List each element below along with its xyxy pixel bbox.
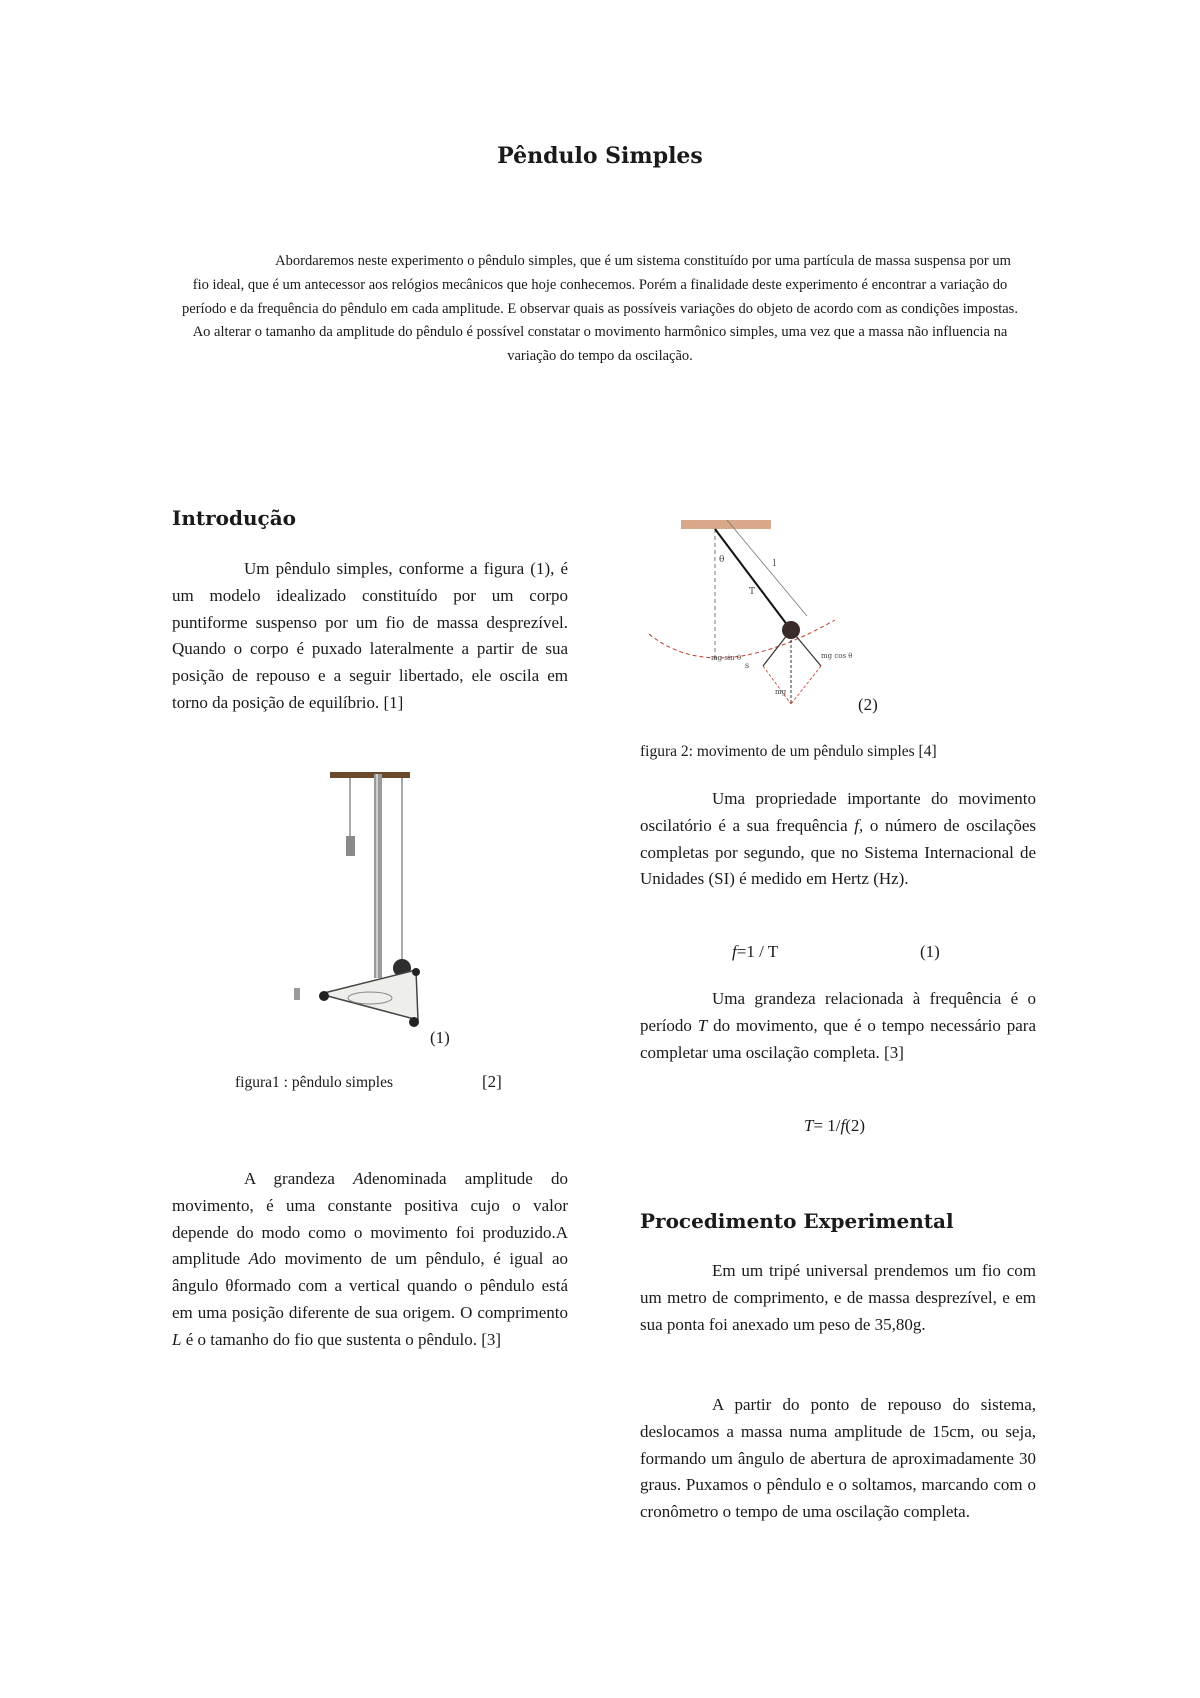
intro-paragraph-2	[172, 1166, 568, 1354]
intro-paragraph-1	[172, 556, 568, 717]
mg-sin-label: mg sin θ	[711, 654, 742, 662]
period-symbol: T	[697, 1015, 708, 1035]
length-symbol: L	[172, 1329, 182, 1349]
frequency-paragraph	[640, 786, 1036, 893]
mg-cos-label: mg cos θ	[821, 652, 853, 660]
freq-text-b: o número de oscilações completas por segundo, que no Sistema Internacional de Unidades (SI) é medido em Hertz (Hz).	[640, 815, 1036, 889]
freq-text-a: Uma propriedade importante do movimento oscilatório é a sua frequência	[640, 789, 1036, 835]
mg-label: mg	[775, 688, 787, 696]
figure-1-number: (1)	[430, 1028, 450, 1047]
procedure-p1-text: Em um tripé universal prendemos um fio com um metro de comprimento, e de massa desprezível, e em sua ponta foi anexado um peso de 35,80g.	[640, 1261, 1036, 1334]
figure-1-pendulum-apparatus	[290, 770, 430, 1050]
eq2-number: (2)	[845, 1116, 866, 1135]
left-weight	[346, 836, 355, 856]
equation-1-number: (1)	[920, 942, 940, 961]
figure-1-reference: [2]	[482, 1072, 502, 1091]
page-title: Pêndulo Simples	[497, 143, 703, 169]
tangent-vector	[763, 630, 791, 666]
tension-label: T	[749, 587, 756, 597]
figure-2-caption: figura 2: movimento de um pêndulo simples [4]	[640, 743, 937, 760]
foot-right	[412, 968, 420, 976]
swing-arc	[649, 620, 835, 658]
component-guide-2	[791, 666, 821, 704]
normal-vector	[791, 630, 821, 666]
intro-p1-text: Um pêndulo simples, conforme a figura (1), é um modelo idealizado constituído por um corpo puntiforme suspenso por um fio de massa desprezível. Quando o corpo é puxado lateralmente a partir de sua posição de repouso e a seguir libertado, ele oscila em torno da posição de equilíbrio. [1]	[172, 559, 568, 712]
length-label: l	[773, 559, 776, 569]
procedure-p2-text: A partir do ponto de repouso do sistema, deslocamos a massa numa amplitude de 15cm, ou seja, formando um ângulo de abertura de aproximadamente 30 graus. Puxamos o pêndulo e o soltamos, marcando com o cronômetro o tempo de uma oscilação completa.	[640, 1395, 1036, 1522]
p2-text-c: do movimento de um pêndulo, é igual ao ângulo θformado com a vertical quando o pêndulo está em uma posição diferente de sua origem. O comprimento	[172, 1249, 569, 1322]
period-text-b: do movimento, que é o tempo necessário para completar uma oscilação completa. [3]	[640, 1015, 1036, 1062]
pendulum-string	[715, 529, 791, 630]
p2-text-d: é o tamanho do fio que sustenta o pêndulo. [3]	[181, 1329, 502, 1349]
theta-label: θ	[719, 555, 725, 565]
eq2-T: T	[804, 1116, 814, 1135]
amplitude-symbol: A	[353, 1169, 364, 1188]
p2-text-a: A grandeza	[244, 1169, 354, 1188]
length-dimension	[727, 520, 807, 616]
procedure-paragraph-1	[640, 1258, 1036, 1338]
period-text-a: Uma grandeza relacionada à frequência é o período	[640, 989, 1036, 1035]
figure-1-caption: figura1 : pêndulo simples	[235, 1074, 393, 1091]
eq2-mid: = 1/	[813, 1116, 841, 1135]
equation-2	[804, 1116, 865, 1136]
abstract-first-line: Abordaremos neste experimento o pêndulo simples, que é um sistema constituído por uma partícula de	[275, 253, 872, 269]
period-paragraph	[640, 986, 1036, 1066]
intro-heading: Introdução	[172, 506, 297, 530]
eq2-f: f	[840, 1116, 846, 1135]
equation-1	[732, 942, 778, 962]
p2-text-b: denominada amplitude do movimento, é uma constante positiva cujo o valor depende do modo como o movimento foi produzido.A amplitude	[172, 1169, 568, 1269]
apparatus-pole-highlight	[376, 774, 378, 978]
loose-weight	[294, 988, 300, 1000]
apparatus-base	[320, 970, 418, 1020]
frequency-symbol: f,	[854, 815, 864, 835]
foot-front	[409, 1017, 419, 1027]
eq1-f: f	[732, 942, 737, 961]
ceiling	[681, 520, 771, 529]
eq1-rest: =1 / T	[736, 942, 779, 961]
procedure-heading: Procedimento Experimental	[640, 1209, 954, 1233]
abstract-rest: massa suspensa por um fio ideal, que é um antecessor aos relógios mecânicos que hoje conhecemos. Porém a finalidade deste experimento é encontrar a variação do período e da frequência do pêndulo em cada amplitude. E observar quais as possíveis variações do objeto de acordo com as condições impostas. Ao alterar o tamanho da amplitude do pêndulo é possível constatar o movimento harmônico simples, uma vez que a massa não influencia na variação do tempo da oscilação.	[182, 253, 1018, 365]
abstract	[180, 250, 1020, 369]
figure-2-pendulum-diagram	[645, 508, 853, 718]
procedure-paragraph-2	[640, 1392, 1036, 1526]
amplitude-symbol-2: A	[248, 1249, 259, 1269]
apparatus-top-bar	[330, 772, 410, 778]
arc-s-label: s	[745, 661, 750, 670]
component-guide-1	[763, 666, 791, 704]
foot-left	[319, 991, 329, 1001]
figure-2-number: (2)	[858, 695, 878, 714]
